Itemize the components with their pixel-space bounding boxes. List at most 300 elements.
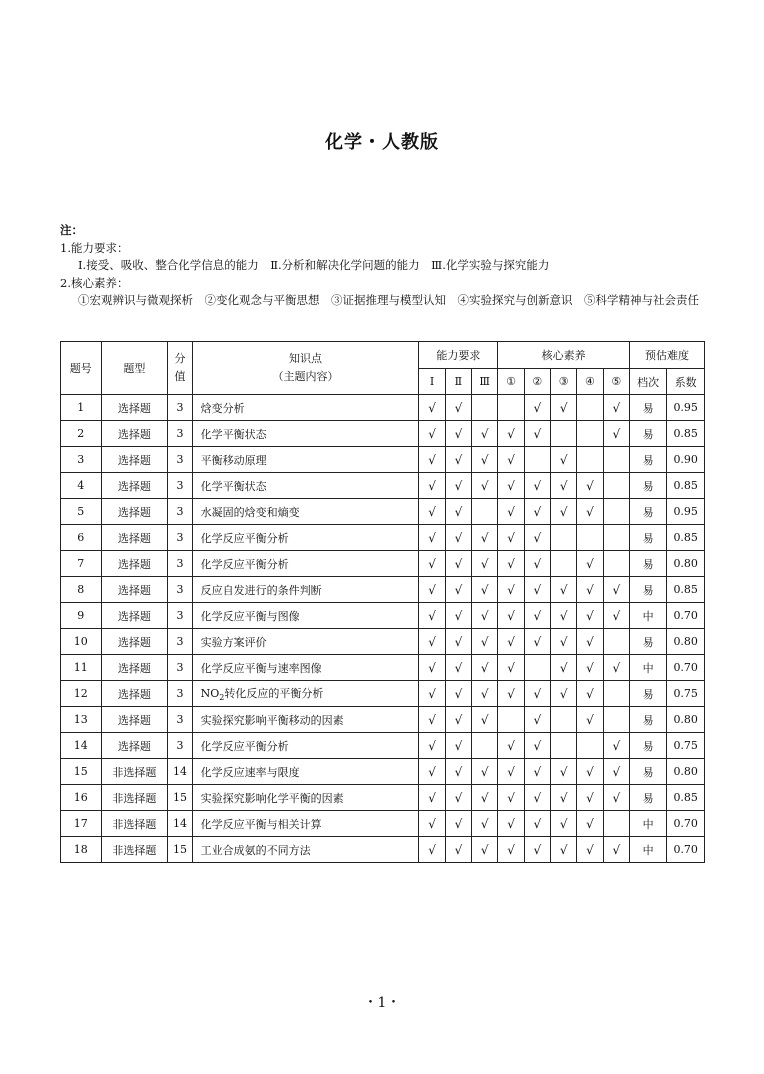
literacy-cell-5: [603, 473, 629, 499]
knowledge-text: 化学反应平衡与相关计算: [200, 817, 322, 831]
literacy-cell-3: √: [551, 499, 577, 525]
knowledge-point: [192, 421, 419, 447]
question-number: 14: [61, 733, 102, 759]
question-type: 选择题: [101, 707, 168, 733]
ability-cell-1: √: [419, 681, 445, 707]
literacy-cell-1: √: [498, 811, 524, 837]
question-score: 15: [168, 785, 192, 811]
literacy-cell-1: √: [498, 681, 524, 707]
difficulty-coefficient: 0.75: [667, 733, 705, 759]
question-score: 3: [168, 681, 192, 707]
literacy-cell-2: √: [524, 837, 550, 863]
literacy-cell-2: √: [524, 603, 550, 629]
literacy-cell-5: [603, 499, 629, 525]
table-row: [61, 707, 705, 733]
question-number: 5: [61, 499, 102, 525]
difficulty-coefficient: 0.70: [667, 811, 705, 837]
knowledge-text: 化学反应平衡与速率图像: [200, 661, 322, 675]
literacy-cell-2: √: [524, 629, 550, 655]
literacy-cell-1: √: [498, 525, 524, 551]
ability-cell-1: √: [419, 447, 445, 473]
header-ability-3: Ⅲ: [472, 369, 498, 395]
literacy-cell-3: √: [551, 759, 577, 785]
ability-cell-3: √: [472, 447, 498, 473]
difficulty-coefficient: 0.85: [667, 525, 705, 551]
difficulty-level: 易: [629, 733, 666, 759]
question-type: 非选择题: [101, 811, 168, 837]
literacy-cell-4: √: [577, 681, 603, 707]
ability-cell-1: √: [419, 629, 445, 655]
table-body: [61, 395, 705, 863]
difficulty-level: 中: [629, 603, 666, 629]
literacy-cell-1: √: [498, 603, 524, 629]
difficulty-coefficient: 0.70: [667, 655, 705, 681]
knowledge-point: [192, 837, 419, 863]
difficulty-level: 中: [629, 655, 666, 681]
ability-cell-3: √: [472, 837, 498, 863]
difficulty-coefficient: 0.85: [667, 577, 705, 603]
literacy-cell-3: [551, 525, 577, 551]
literacy-cell-5: [603, 681, 629, 707]
literacy-cell-2: √: [524, 395, 550, 421]
literacy-cell-4: √: [577, 707, 603, 733]
knowledge-point: [192, 499, 419, 525]
literacy-cell-1: √: [498, 655, 524, 681]
difficulty-level: 易: [629, 551, 666, 577]
ability-cell-3: √: [472, 629, 498, 655]
ability-cell-3: √: [472, 577, 498, 603]
question-number: 12: [61, 681, 102, 707]
question-score: 3: [168, 447, 192, 473]
literacy-cell-5: √: [603, 421, 629, 447]
table-row: [61, 811, 705, 837]
difficulty-level: 易: [629, 681, 666, 707]
literacy-cell-3: √: [551, 785, 577, 811]
question-score: 14: [168, 811, 192, 837]
ability-cell-3: √: [472, 655, 498, 681]
ability-cell-1: √: [419, 707, 445, 733]
difficulty-coefficient: 0.95: [667, 499, 705, 525]
difficulty-level: 易: [629, 499, 666, 525]
question-score: 3: [168, 629, 192, 655]
difficulty-coefficient: 0.75: [667, 681, 705, 707]
knowledge-text: 水凝固的焓变和熵变: [200, 505, 300, 519]
header-literacy-4: ④: [577, 369, 603, 395]
difficulty-level: 易: [629, 421, 666, 447]
difficulty-coefficient: 0.80: [667, 759, 705, 785]
question-type: 选择题: [101, 551, 168, 577]
header-score: [168, 342, 192, 395]
literacy-cell-5: √: [603, 733, 629, 759]
header-type: 题型: [101, 342, 168, 395]
question-number: 6: [61, 525, 102, 551]
literacy-cell-4: √: [577, 759, 603, 785]
difficulty-coefficient: 0.85: [667, 473, 705, 499]
question-type: 选择题: [101, 525, 168, 551]
ability-cell-1: √: [419, 577, 445, 603]
ability-cell-3: √: [472, 421, 498, 447]
literacy-cell-4: √: [577, 577, 603, 603]
literacy-cell-3: [551, 733, 577, 759]
literacy-cell-4: √: [577, 655, 603, 681]
ability-cell-3: √: [472, 681, 498, 707]
ability-cell-2: √: [445, 395, 471, 421]
literacy-cell-3: √: [551, 473, 577, 499]
header-level: 档次: [629, 369, 666, 395]
question-type: 选择题: [101, 473, 168, 499]
ability-cell-2: √: [445, 733, 471, 759]
ability-cell-1: √: [419, 785, 445, 811]
header-literacy-5: ⑤: [603, 369, 629, 395]
ability-cell-2: √: [445, 681, 471, 707]
difficulty-level: 易: [629, 785, 666, 811]
question-type: 选择题: [101, 629, 168, 655]
literacy-cell-5: √: [603, 395, 629, 421]
literacy-cell-2: √: [524, 525, 550, 551]
ability-description: Ⅰ.接受、吸收、整合化学信息的能力 Ⅱ.分析和解决化学问题的能力 Ⅲ.化学实验与探究能力: [78, 258, 550, 272]
header-ability-1: Ⅰ: [419, 369, 445, 395]
table-row: [61, 655, 705, 681]
table-row: [61, 551, 705, 577]
knowledge-point: [192, 629, 419, 655]
question-type: 选择题: [101, 655, 168, 681]
literacy-cell-1: [498, 395, 524, 421]
ability-cell-2: √: [445, 655, 471, 681]
ability-cell-3: √: [472, 525, 498, 551]
literacy-cell-1: √: [498, 759, 524, 785]
literacy-cell-5: √: [603, 759, 629, 785]
literacy-cell-1: √: [498, 421, 524, 447]
literacy-cell-5: √: [603, 785, 629, 811]
literacy-cell-5: [603, 707, 629, 733]
question-score: 3: [168, 421, 192, 447]
literacy-cell-3: √: [551, 577, 577, 603]
ability-cell-1: √: [419, 759, 445, 785]
question-analysis-table: [60, 341, 705, 863]
literacy-cell-2: √: [524, 733, 550, 759]
knowledge-text: 化学平衡状态: [200, 427, 267, 441]
literacy-cell-4: [577, 525, 603, 551]
question-type: 非选择题: [101, 837, 168, 863]
ability-cell-1: √: [419, 525, 445, 551]
knowledge-text: 化学反应平衡分析: [200, 531, 289, 545]
knowledge-point: [192, 733, 419, 759]
question-number: 17: [61, 811, 102, 837]
question-number: 15: [61, 759, 102, 785]
knowledge-text: 反应自发进行的条件判断: [200, 583, 322, 597]
page-title: 化学・人教版: [325, 132, 439, 153]
difficulty-coefficient: 0.95: [667, 395, 705, 421]
literacy-cell-5: √: [603, 837, 629, 863]
literacy-cell-2: [524, 447, 550, 473]
ability-cell-2: √: [445, 577, 471, 603]
literacy-cell-5: √: [603, 603, 629, 629]
ability-cell-2: √: [445, 421, 471, 447]
literacy-cell-1: √: [498, 629, 524, 655]
literacy-cell-2: [524, 655, 550, 681]
difficulty-level: 中: [629, 837, 666, 863]
literacy-cell-4: √: [577, 473, 603, 499]
literacy-cell-3: [551, 551, 577, 577]
literacy-cell-3: √: [551, 837, 577, 863]
knowledge-text: 转化反应的平衡分析: [224, 686, 324, 700]
ability-cell-2: √: [445, 499, 471, 525]
literacy-cell-3: [551, 421, 577, 447]
literacy-cell-4: √: [577, 785, 603, 811]
literacy-cell-2: √: [524, 785, 550, 811]
ability-cell-2: √: [445, 603, 471, 629]
literacy-cell-2: √: [524, 577, 550, 603]
table-row: [61, 681, 705, 707]
ability-cell-2: √: [445, 837, 471, 863]
question-score: 3: [168, 551, 192, 577]
literacy-cell-2: √: [524, 473, 550, 499]
ability-cell-1: √: [419, 837, 445, 863]
difficulty-level: 易: [629, 707, 666, 733]
literacy-cell-1: √: [498, 733, 524, 759]
ability-cell-1: √: [419, 811, 445, 837]
question-score: 3: [168, 603, 192, 629]
ability-cell-2: √: [445, 629, 471, 655]
table-row: [61, 499, 705, 525]
ability-cell-3: √: [472, 707, 498, 733]
knowledge-point: [192, 525, 419, 551]
literacy-cell-2: √: [524, 707, 550, 733]
question-score: 3: [168, 733, 192, 759]
question-number: 4: [61, 473, 102, 499]
knowledge-point: [192, 447, 419, 473]
question-type: 选择题: [101, 395, 168, 421]
ability-cell-3: √: [472, 811, 498, 837]
knowledge-point: [192, 785, 419, 811]
ability-cell-2: √: [445, 759, 471, 785]
header-number: 题号: [61, 342, 102, 395]
difficulty-level: 易: [629, 447, 666, 473]
literacy-cell-3: √: [551, 395, 577, 421]
literacy-cell-2: √: [524, 551, 550, 577]
knowledge-formula: NO: [200, 686, 220, 700]
literacy-cell-2: √: [524, 759, 550, 785]
question-type: 非选择题: [101, 785, 168, 811]
question-type: 选择题: [101, 447, 168, 473]
knowledge-point: [192, 603, 419, 629]
ability-cell-3: [472, 395, 498, 421]
difficulty-coefficient: 0.80: [667, 629, 705, 655]
knowledge-text: 工业合成氨的不同方法: [200, 843, 311, 857]
question-number: 10: [61, 629, 102, 655]
literacy-cell-1: √: [498, 837, 524, 863]
difficulty-coefficient: 0.85: [667, 421, 705, 447]
header-knowledge-sub: （主题内容）: [272, 370, 339, 383]
literacy-cell-5: √: [603, 577, 629, 603]
literacy-cell-5: [603, 811, 629, 837]
question-score: 14: [168, 759, 192, 785]
question-number: 18: [61, 837, 102, 863]
ability-cell-3: √: [472, 603, 498, 629]
question-type: 选择题: [101, 603, 168, 629]
literacy-cell-5: √: [603, 655, 629, 681]
ability-cell-1: √: [419, 473, 445, 499]
ability-cell-3: √: [472, 759, 498, 785]
header-ability: 能力要求: [419, 342, 498, 369]
ability-cell-2: √: [445, 707, 471, 733]
question-number: 1: [61, 395, 102, 421]
literacy-cell-3: [551, 707, 577, 733]
page-number: ・1・: [363, 995, 401, 1011]
literacy-cell-2: √: [524, 681, 550, 707]
table-row: [61, 629, 705, 655]
ability-cell-2: √: [445, 525, 471, 551]
literacy-cell-1: [498, 707, 524, 733]
knowledge-point: [192, 759, 419, 785]
knowledge-text: 实验探究影响化学平衡的因素: [200, 791, 344, 805]
literacy-cell-3: √: [551, 629, 577, 655]
literacy-cell-5: [603, 447, 629, 473]
header-ability-2: Ⅱ: [445, 369, 471, 395]
literacy-cell-5: [603, 525, 629, 551]
ability-cell-1: √: [419, 655, 445, 681]
ability-cell-3: [472, 733, 498, 759]
ability-cell-1: √: [419, 499, 445, 525]
question-score: 3: [168, 525, 192, 551]
table-row: [61, 837, 705, 863]
question-number: 3: [61, 447, 102, 473]
knowledge-text: 化学反应平衡与图像: [200, 609, 300, 623]
knowledge-text: 焓变分析: [200, 401, 245, 415]
literacy-cell-3: √: [551, 447, 577, 473]
ability-cell-3: √: [472, 473, 498, 499]
knowledge-point: [192, 473, 419, 499]
ability-cell-1: √: [419, 395, 445, 421]
difficulty-level: 易: [629, 525, 666, 551]
knowledge-point: [192, 681, 419, 707]
difficulty-level: 易: [629, 473, 666, 499]
ability-cell-2: √: [445, 785, 471, 811]
table-row: [61, 603, 705, 629]
notes-heading: 注：: [60, 223, 83, 237]
difficulty-coefficient: 0.80: [667, 551, 705, 577]
header-score-text: 分值: [174, 352, 186, 383]
difficulty-coefficient: 0.85: [667, 785, 705, 811]
question-score: 3: [168, 577, 192, 603]
question-number: 8: [61, 577, 102, 603]
literacy-cell-1: √: [498, 577, 524, 603]
question-number: 11: [61, 655, 102, 681]
header-coefficient: 系数: [667, 369, 705, 395]
question-type: 非选择题: [101, 759, 168, 785]
literacy-cell-4: √: [577, 603, 603, 629]
literacy-cell-4: [577, 421, 603, 447]
knowledge-formula-subscript: 2: [219, 693, 225, 703]
literacy-cell-1: √: [498, 473, 524, 499]
knowledge-text: 实验方案评价: [200, 635, 267, 649]
literacy-cell-2: √: [524, 421, 550, 447]
difficulty-level: 中: [629, 811, 666, 837]
literacy-cell-2: √: [524, 499, 550, 525]
literacy-cell-4: √: [577, 811, 603, 837]
literacy-cell-4: √: [577, 629, 603, 655]
ability-cell-3: √: [472, 551, 498, 577]
table-row: [61, 785, 705, 811]
difficulty-level: 易: [629, 577, 666, 603]
literacy-cell-1: √: [498, 551, 524, 577]
question-score: 3: [168, 473, 192, 499]
ability-cell-2: √: [445, 473, 471, 499]
ability-cell-2: √: [445, 811, 471, 837]
literacy-cell-1: √: [498, 785, 524, 811]
literacy-cell-1: √: [498, 447, 524, 473]
difficulty-level: 易: [629, 395, 666, 421]
knowledge-text: 化学反应速率与限度: [200, 765, 300, 779]
table-row: [61, 525, 705, 551]
knowledge-text: 化学反应平衡分析: [200, 557, 289, 571]
literacy-cell-4: [577, 733, 603, 759]
knowledge-point: [192, 395, 419, 421]
knowledge-point: [192, 655, 419, 681]
knowledge-point: [192, 707, 419, 733]
literacy-cell-5: [603, 629, 629, 655]
literacy-cell-4: [577, 447, 603, 473]
question-type: 选择题: [101, 421, 168, 447]
literacy-cell-3: √: [551, 681, 577, 707]
knowledge-text: 实验探究影响平衡移动的因素: [200, 713, 344, 727]
header-literacy-1: ①: [498, 369, 524, 395]
ability-cell-1: √: [419, 421, 445, 447]
ability-cell-1: √: [419, 551, 445, 577]
question-number: 2: [61, 421, 102, 447]
literacy-cell-3: √: [551, 655, 577, 681]
literacy-cell-2: √: [524, 811, 550, 837]
table-row: [61, 759, 705, 785]
literacy-cell-4: √: [577, 499, 603, 525]
knowledge-point: [192, 551, 419, 577]
literacy-cell-3: √: [551, 811, 577, 837]
literacy-cell-3: √: [551, 603, 577, 629]
header-knowledge: [192, 342, 419, 395]
question-type: 选择题: [101, 499, 168, 525]
header-literacy: 核心素养: [498, 342, 630, 369]
literacy-description: ①宏观辨识与微观探析 ②变化观念与平衡思想 ③证据推理与模型认知 ④实验探究与创新意识 ⑤科学精神与社会责任: [78, 293, 699, 307]
table-row: [61, 733, 705, 759]
question-type: 选择题: [101, 733, 168, 759]
table-row: [61, 395, 705, 421]
literacy-cell-4: √: [577, 551, 603, 577]
question-score: 15: [168, 837, 192, 863]
question-number: 16: [61, 785, 102, 811]
ability-cell-1: √: [419, 733, 445, 759]
question-score: 3: [168, 395, 192, 421]
header-literacy-2: ②: [524, 369, 550, 395]
difficulty-coefficient: 0.80: [667, 707, 705, 733]
header-knowledge-text: 知识点: [289, 352, 323, 365]
difficulty-level: 易: [629, 759, 666, 785]
difficulty-level: 易: [629, 629, 666, 655]
question-type: 选择题: [101, 577, 168, 603]
ability-cell-3: √: [472, 785, 498, 811]
ability-cell-2: √: [445, 551, 471, 577]
question-score: 3: [168, 707, 192, 733]
knowledge-text: 平衡移动原理: [200, 453, 267, 467]
literacy-cell-1: √: [498, 499, 524, 525]
question-type: 选择题: [101, 681, 168, 707]
question-score: 3: [168, 655, 192, 681]
ability-cell-1: √: [419, 603, 445, 629]
notes-section: [60, 222, 710, 310]
question-number: 9: [61, 603, 102, 629]
ability-cell-3: [472, 499, 498, 525]
difficulty-coefficient: 0.70: [667, 837, 705, 863]
knowledge-text: 化学反应平衡分析: [200, 739, 289, 753]
